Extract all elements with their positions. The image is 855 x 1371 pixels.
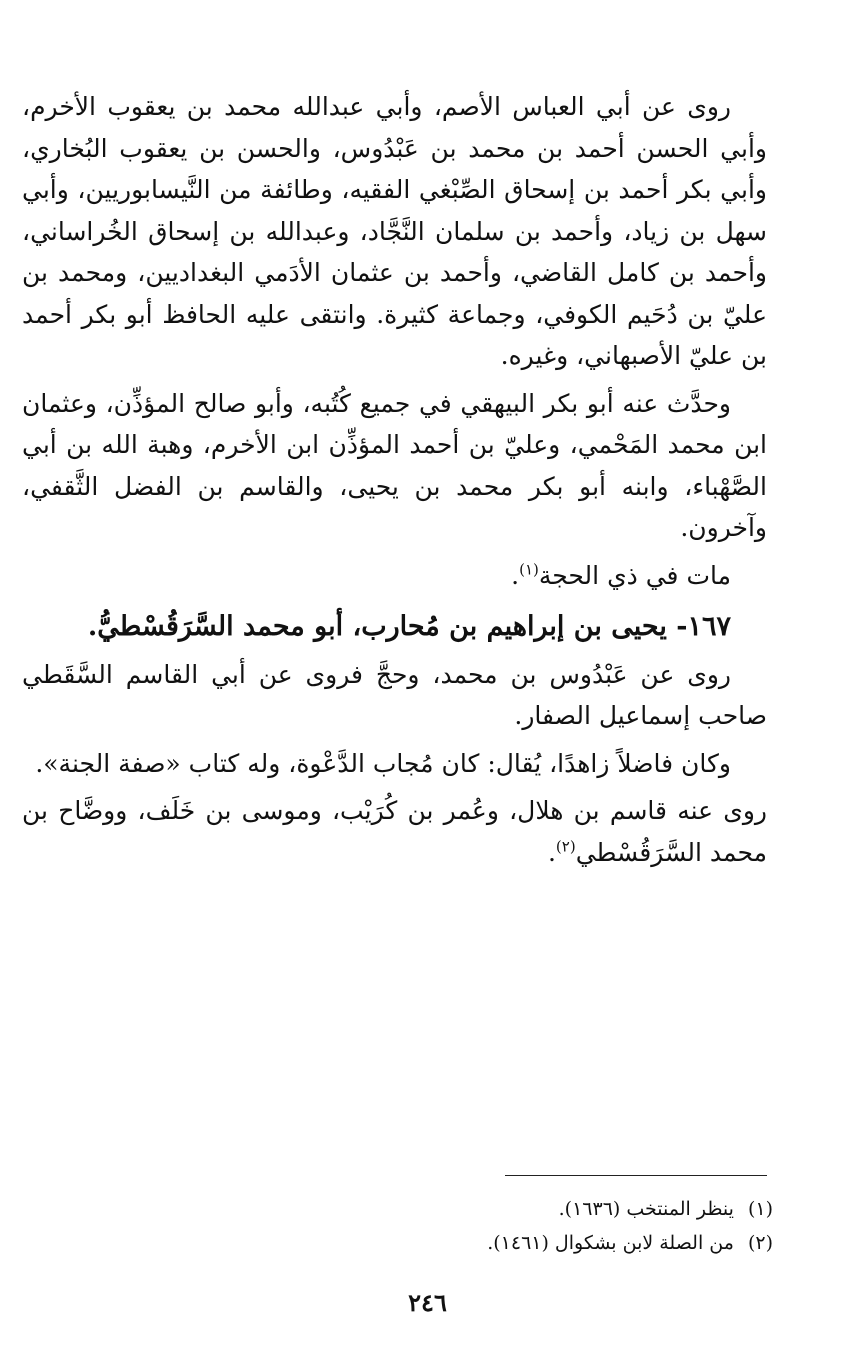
paragraph-narrators-by: وحدَّث عنه أبو بكر البيهقي في جميع كُتُبه، وأبو صالح المؤذِّن، وعثمان ابن محمد المَحْمي، وعليّ بن أحمد المؤذِّن ابن الأخرم، وهبة الله بن أبي الصَّهْباء، وابنه أبو بكر محمد بن يحيى، والقاسم بن الفضل الثَّقفي، وآخرون. [22, 388, 767, 542]
paragraph-entry-narration: روى عن عَبْدُوس بن محمد، وحجَّ فروى عن أبي القاسم السَّقَطي صاحب إسماعيل الصفار. [22, 659, 767, 730]
footnote-ref-2: (٢) [555, 837, 576, 856]
footnote-number: (١) [747, 1198, 773, 1220]
footnote-text: من الصلة لابن بشكوال (١٤٦١). [487, 1232, 734, 1254]
death-end: . [511, 560, 520, 590]
footnote-ref-1: (١) [519, 560, 539, 579]
main-text [22, 86, 767, 879]
entry-heading: ١٦٧- يحيى بن إبراهيم بن مُحارب، أبو محمد السَّرَقُسْطيُّ. [87, 611, 731, 642]
footnote-divider [505, 1175, 767, 1176]
footnote-text: ينظر المنتخب (١٦٣٦). [558, 1198, 734, 1220]
death-text: مات في ذي الحجة [538, 560, 731, 590]
page-number: ٢٤٦ [408, 1288, 447, 1317]
footnotes [40, 1192, 773, 1260]
paragraph-narrators-from: روى عن أبي العباس الأصم، وأبي عبدالله محمد بن يعقوب الأخرم، وأبي الحسن أحمد بن محمد بن عَبْدُوس، والحسن بن يعقوب البُخاري، وأبي بكر أحمد بن إسحاق الصِّبْغي الفقيه، وطائفة من النَّيسابوريين، وأبي سهل بن زياد، وأحمد بن سلمان النَّجَّاد، وعبدالله بن إسحاق الخُراساني، وأحمد بن كامل القاضي، وأحمد بن عثمان الأدَمي البغداديين، ومحمد بن عليّ بن دُحَيم الكوفي، وجماعة كثيرة. وانتقى عليه الحافظ أبو بكر أحمد بن عليّ الأصبهاني، وغيره. [22, 92, 767, 370]
footnote-number: (٢) [747, 1232, 773, 1254]
students-end: . [547, 837, 556, 867]
footnote-2 [40, 1226, 773, 1260]
paragraph-entry-virtue: وكان فاضلاً زاهدًا، يُقال: كان مُجاب الدَّعْوة، وله كتاب «صفة الجنة». [35, 748, 731, 778]
footnote-1 [40, 1192, 773, 1226]
paragraph-entry-students [22, 790, 767, 873]
paragraph-death [22, 555, 767, 597]
students-text: روى عنه قاسم بن هلال، وعُمر بن كُرَيْب، وموسى بن خَلَف، ووضَّاح بن محمد السَّرَقُسْطي [22, 796, 767, 867]
